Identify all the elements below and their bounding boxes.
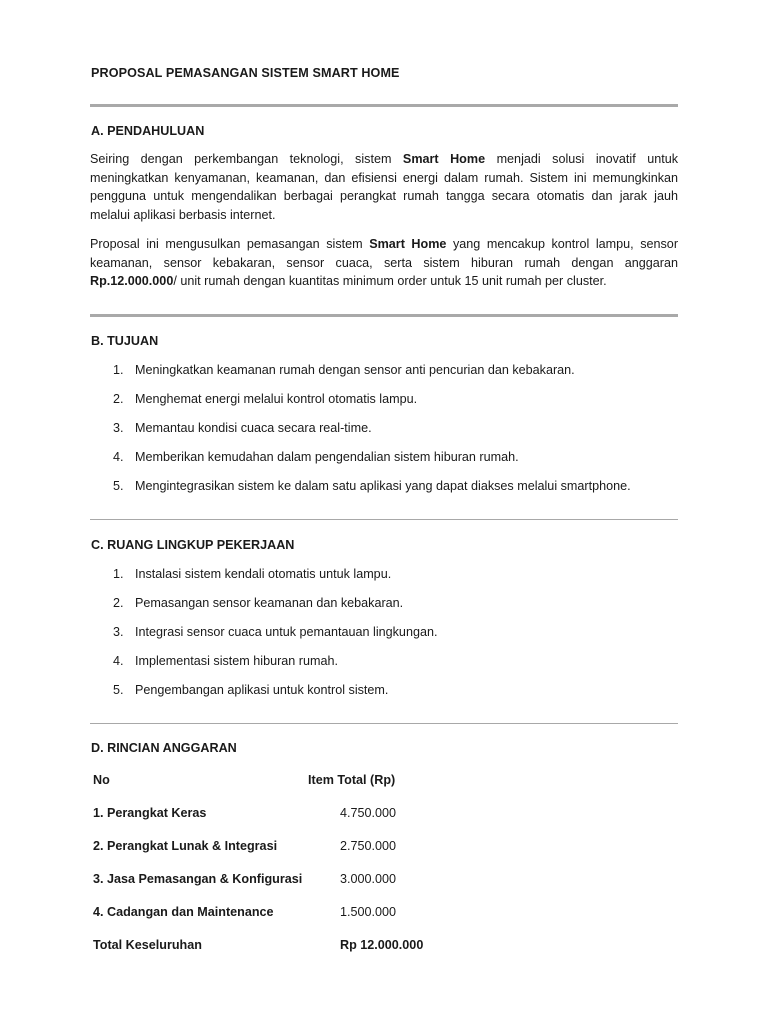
list-text: Pemasangan sensor keamanan dan kebakaran.	[135, 596, 404, 610]
list-number: 4.	[113, 450, 124, 464]
bold-text-run: Smart Home	[402, 152, 486, 166]
list-item	[113, 654, 338, 668]
divider	[90, 104, 678, 107]
text-run: menjadi solusi inovatif untuk meningkatkan kenyamanan, keamanan, dan efisiensi energi dalam rumah. Sistem ini memungkinkan pengguna untuk mengendalikan berbagai perangkat rumah tangga secara otomatis dan jarak jauh melalui aplikasi berbasis internet.	[90, 152, 679, 222]
section-c-heading: C. RUANG LINGKUP PEKERJAAN	[91, 538, 295, 552]
divider	[90, 723, 678, 724]
list-number: 5.	[113, 683, 124, 697]
list-text: Instalasi sistem kendali otomatis untuk lampu.	[135, 567, 392, 581]
bold-text-run: Rp.12.000.000	[90, 274, 174, 289]
list-number: 1.	[113, 363, 124, 377]
list-text: Integrasi sensor cuaca untuk pemantauan lingkungan.	[135, 625, 438, 639]
list-item	[113, 567, 391, 581]
text-run: yang mencakup kontrol lampu, sensor keamanan, sensor kebakaran, sensor cuaca, serta sistem hiburan rumah dengan anggaran	[90, 237, 679, 270]
list-item	[113, 363, 575, 377]
budget-total-value: Rp 12.000.000	[340, 938, 424, 952]
list-text: Pengembangan aplikasi untuk kontrol sistem.	[135, 683, 389, 697]
budget-total-label: Total Keseluruhan	[93, 938, 202, 952]
list-number: 5.	[113, 479, 124, 493]
divider	[90, 314, 678, 317]
list-text: Memberikan kemudahan dalam pengendalian sistem hiburan rumah.	[135, 450, 519, 464]
list-item	[113, 421, 372, 435]
list-text: Menghemat energi melalui kontrol otomatis lampu.	[135, 392, 418, 406]
table-header-no: No	[93, 773, 110, 787]
list-item	[113, 625, 437, 639]
budget-row-value: 4.750.000	[340, 806, 397, 820]
list-item	[113, 683, 388, 697]
section-d-heading: D. RINCIAN ANGGARAN	[91, 741, 237, 755]
section-b-heading: B. TUJUAN	[91, 334, 159, 348]
divider	[90, 519, 678, 520]
list-item	[113, 392, 417, 406]
list-number: 2.	[113, 596, 124, 610]
budget-row-value: 3.000.000	[340, 872, 397, 886]
section-a-heading: A. PENDAHULUAN	[91, 124, 205, 138]
list-text: Implementasi sistem hiburan rumah.	[135, 654, 338, 668]
list-item	[113, 596, 403, 610]
bold-text-run: Smart Home	[369, 237, 447, 251]
budget-row-value: 2.750.000	[340, 839, 397, 853]
budget-row-item: 3. Jasa Pemasangan & Konfigurasi	[93, 872, 303, 886]
budget-row-item: 1. Perangkat Keras	[93, 806, 207, 820]
table-header-item-total: Item Total (Rp)	[308, 773, 396, 787]
text-run: Seiring dengan perkembangan teknologi, sistem	[90, 152, 403, 166]
intro-paragraph-2	[90, 235, 678, 291]
text-run: Proposal ini mengusulkan pemasangan sistem	[90, 237, 370, 251]
document-title: PROPOSAL PEMASANGAN SISTEM SMART HOME	[91, 66, 400, 80]
list-number: 3.	[113, 421, 124, 435]
budget-row-item: 2. Perangkat Lunak & Integrasi	[93, 839, 278, 853]
list-number: 1.	[113, 567, 124, 581]
budget-row-item: 4. Cadangan dan Maintenance	[93, 905, 274, 919]
list-text: Memantau kondisi cuaca secara real-time.	[135, 421, 372, 435]
list-number: 2.	[113, 392, 124, 406]
budget-row-value: 1.500.000	[340, 905, 397, 919]
list-text: Meningkatkan keamanan rumah dengan sensor anti pencurian dan kebakaran.	[135, 363, 575, 377]
list-item	[113, 479, 631, 493]
list-item	[113, 450, 519, 464]
intro-paragraph-1	[90, 150, 678, 224]
text-run: / unit rumah dengan kuantitas minimum order untuk 15 unit rumah per cluster.	[173, 274, 607, 289]
list-number: 4.	[113, 654, 124, 668]
list-text: Mengintegrasikan sistem ke dalam satu aplikasi yang dapat diakses melalui smartphone.	[135, 479, 631, 493]
list-number: 3.	[113, 625, 124, 639]
